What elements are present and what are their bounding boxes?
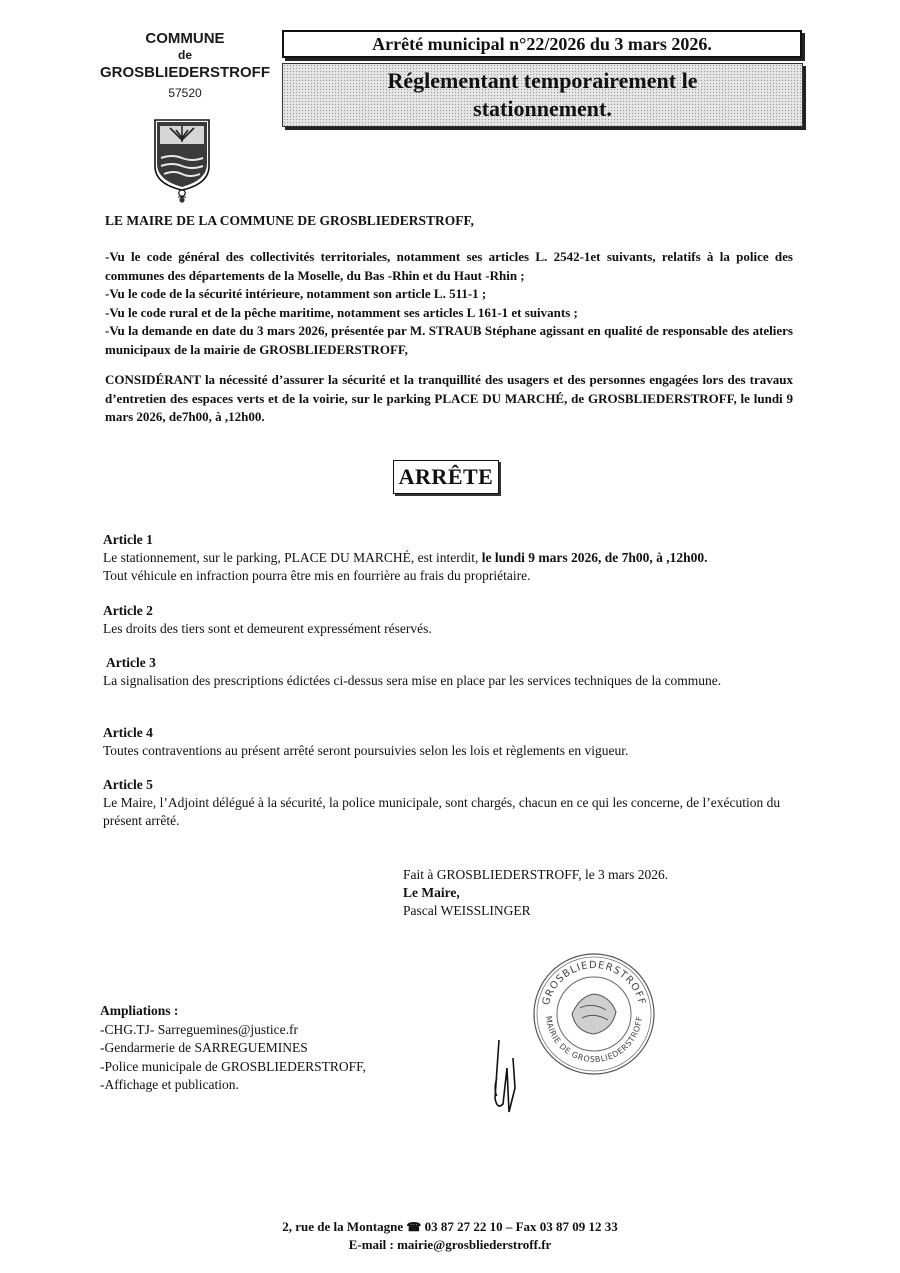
ampliation-item: -CHG.TJ- Sarreguemines@justice.fr (100, 1021, 299, 1037)
vu-list (105, 248, 793, 359)
article-1 (103, 531, 783, 585)
arrete-heading: ARRÊTE (393, 460, 499, 494)
ampliations (100, 1002, 366, 1095)
handwritten-signature-icon (485, 1038, 525, 1118)
commune-line1: COMMUNE (145, 30, 225, 47)
footer-address: 2, rue de la Montagne (282, 1219, 404, 1234)
footer-phone-fax: 03 87 27 22 10 – Fax 03 87 09 12 33 (424, 1219, 618, 1234)
article-title: Article 5 (103, 777, 153, 792)
article-title: Article 1 (103, 532, 153, 547)
vu-item: -Vu le code rural et de la pêche maritime, notamment ses articles L 161-1 et suivants ; (105, 304, 578, 320)
commune-line3: GROSBLIEDERSTROFF (99, 64, 270, 81)
signatory-name: Pascal WEISSLINGER (403, 903, 531, 918)
place-date: Fait à GROSBLIEDERSTROFF, le 3 mars 2026. (403, 867, 669, 882)
telephone-icon: ☎ (406, 1220, 422, 1234)
considerant-paragraph (105, 371, 793, 427)
article-text: La signalisation des prescriptions édictées ci-dessus sera mise en place par les services techniques de la commune. (103, 673, 722, 688)
article-1-date-range: le lundi 9 mars 2026, de 7h00, à ,12h00. (481, 550, 708, 565)
article-text: Toutes contraventions au présent arrêté seront poursuivies selon les lois et règlements en vigueur. (103, 743, 629, 758)
ampliations-heading: Ampliations : (100, 1003, 179, 1018)
coat-of-arms-icon (152, 118, 212, 204)
vu-item: -Vu la demande en date du 3 mars 2026, présentée par M. STRAUB Stéphane agissant en qualité de responsable des ateliers municipaux de la mairie de GROSBLIEDERSTROFF, (105, 323, 793, 357)
article-2 (103, 602, 783, 638)
maire-heading: LE MAIRE DE LA COMMUNE DE GROSBLIEDERSTROFF, (105, 213, 474, 228)
article-1-text-end: Tout véhicule en infraction pourra être mis en fourrière au frais du propriétaire. (103, 568, 531, 583)
ampliation-item: -Police municipale de GROSBLIEDERSTROFF, (100, 1058, 366, 1074)
article-3 (103, 654, 783, 690)
ampliation-item: -Affichage et publication. (100, 1077, 239, 1092)
article-title: Article 2 (103, 603, 153, 618)
article-5 (103, 776, 783, 830)
signatory-role: Le Maire, (403, 885, 460, 900)
subject-line2: stationnement. (473, 96, 612, 121)
vu-item: -Vu le code de la sécurité intérieure, notamment son article L. 511-1 ; (105, 286, 487, 301)
vu-item: -Vu le code général des collectivités territoriales, notamment ses articles L. 2542-1et suivants, relatifs à la police des communes des départements de la Moselle, du Bas -Rhin et du Haut -Rhin ; (105, 249, 793, 283)
postal-code: 57520 (168, 86, 202, 100)
footer (0, 1218, 900, 1253)
seal-bottom-text: MAIRIE DE GROSBLIEDERSTROFF (543, 1015, 645, 1065)
article-text: Le Maire, l’Adjoint délégué à la sécurité, la police municipale, sont chargés, chacun en ce qui les concerne, de l’exécution du présent arrêté. (103, 795, 781, 828)
considerant-label: CONSIDÉRANT (105, 372, 201, 387)
arrete-subject-box (282, 63, 803, 127)
commune-line2: de (177, 48, 192, 62)
seal-top-text: GROSBLIEDERSTROFF (540, 959, 648, 1007)
footer-email: E-mail : mairie@grosbliederstroff.fr (348, 1237, 552, 1252)
subject-line1: Réglementant temporairement le (387, 68, 698, 93)
article-4 (103, 724, 783, 760)
arrete-number-title: Arrêté municipal n°22/2026 du 3 mars 2026. (282, 30, 802, 58)
considerant-text: la nécessité d’assurer la sécurité et la tranquillité des usagers et des personnes engagées lors des travaux d’entretien des espaces verts et de la voirie, sur le parking PLACE DU MARCHÉ, de GROSBLIEDERSTROFF, le lundi 9 mars 2026, de7h00, à ,12h00. (105, 372, 793, 424)
article-text: Les droits des tiers sont et demeurent expressément réservés. (103, 621, 432, 636)
signature-block (403, 866, 668, 920)
commune-header (95, 30, 275, 103)
article-title: Article 3 (106, 655, 156, 670)
article-title: Article 4 (103, 725, 153, 740)
ampliation-item: -Gendarmerie de SARREGUEMINES (100, 1040, 308, 1055)
article-text (103, 549, 783, 567)
footer-contact-line (0, 1218, 900, 1236)
article-1-text-start: Le stationnement, sur le parking, PLACE DU MARCHÉ, est interdit, (103, 550, 482, 565)
official-seal-icon (532, 952, 656, 1076)
